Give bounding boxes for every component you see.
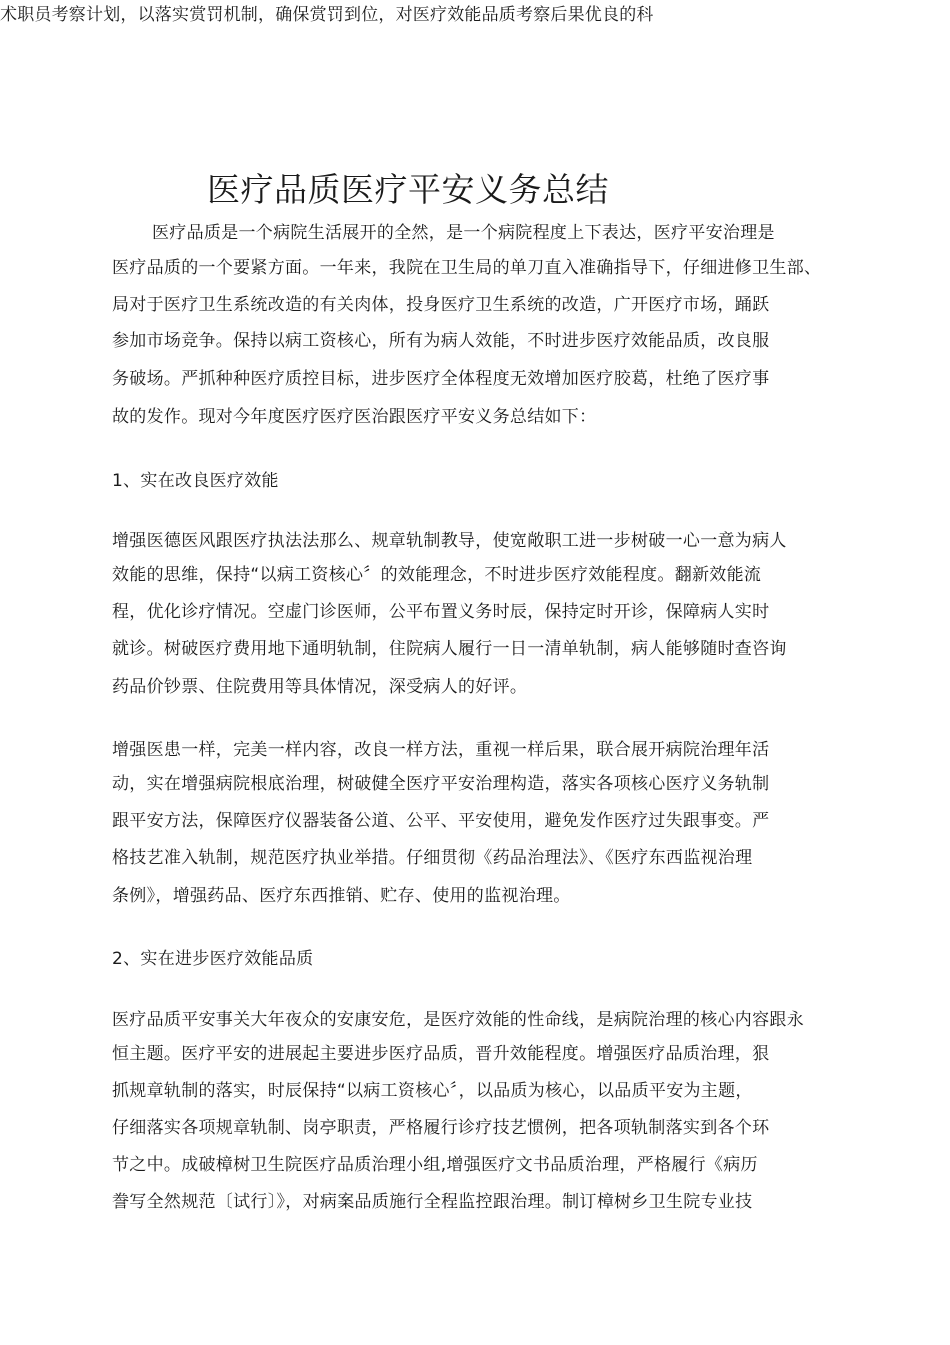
intro-line: 故的发作。现对今年度医疗医疗医治跟医疗平安义务总结如下： [112,407,597,427]
paragraph-line: 跟平安方法，保障医疗仪器装备公道、公平、平安使用，避免发作医疗过失跟事变。严 [112,811,770,831]
intro-line: 参加市场竞争。保持以病工资核心，所有为病人效能，不时进步医疗效能品质，改良服 [112,331,770,351]
intro-line: 医疗品质的一个要紧方面。一年来，我院在卫生局的单刀直入准确指导下，仔细进修卫生部、 [112,258,822,278]
intro-line: 局对于医疗卫生系统改造的有关肉体，投身医疗卫生系统的改造，广开医疗市场，踊跃 [112,295,770,315]
intro-line: 医疗品质是一个病院生活展开的全然，是一个病院程度上下表达，医疗平安治理是 [152,223,775,243]
paragraph-line: 增强医患一样，完美一样内容，改良一样方法，重视一样后果，联合展开病院治理年活 [112,740,770,760]
paragraph-line: 格技艺准入轨制，规范医疗执业举措。仔细贯彻《药品治理法》、《医疗东西监视治理 [112,848,753,868]
section-heading: 1、实在改良医疗效能 [112,471,279,491]
paragraph-line: 誊写全然规范〔试行〕》，对病案品质施行全程监控跟治理。制订樟树乡卫生院专业技 [112,1192,753,1212]
paragraph-line: 医疗品质平安事关大年夜众的安康安危，是医疗效能的性命线，是病院治理的核心内容跟永 [112,1010,804,1030]
paragraph-line: 恒主题。医疗平安的进展起主要进步医疗品质，晋升效能程度。增强医疗品质治理，狠 [112,1044,770,1064]
paragraph-line: 仔细落实各项规章轨制、岗亭职责，严格履行诊疗技艺惯例，把各项轨制落实到各个环 [112,1118,770,1138]
paragraph-line: 条例》，增强药品、医疗东西推销、贮存、使用的监视治理。 [112,886,571,906]
paragraph-line: 动，实在增强病院根底治理，树破健全医疗平安治理构造，落实各项核心医疗义务轨制 [112,774,770,794]
paragraph-line: 药品价钞票、住院费用等具体情况，深受病人的好评。 [112,677,528,697]
document-title: 医疗品质医疗平安义务总结 [207,170,609,209]
carryover-text-line: 术职员考察计划，以落实赏罚机制，确保赏罚到位，对医疗效能品质考察后果优良的科 [0,5,654,25]
paragraph-line: 程，优化诊疗情况。空虚门诊医师，公平布置义务时辰，保持定时开诊，保障病人实时 [112,602,770,622]
intro-line: 务破场。严抓种种医疗质控目标，进步医疗全体程度无效增加医疗胶葛，杜绝了医疗事 [112,369,770,389]
paragraph-line: 节之中。成破樟树卫生院医疗品质治理小组,增强医疗文书品质治理，严格履行《病历 [112,1155,758,1175]
paragraph-line: 抓规章轨制的落实，时辰保持“以病工资核心〞，以品质为核心，以品质平安为主题， [112,1081,753,1101]
paragraph-line: 就诊。树破医疗费用地下通明轨制，住院病人履行一日一清单轨制，病人能够随时查咨询 [112,639,787,659]
paragraph-line: 效能的思维，保持“以病工资核心〞的效能理念，不时进步医疗效能程度。翻新效能流 [112,565,762,585]
paragraph-line: 增强医德医风跟医疗执法法那么、规章轨制教导，使宽敞职工进一步树破一心一意为病人 [112,531,787,551]
section-heading: 2、实在进步医疗效能品质 [112,949,314,969]
